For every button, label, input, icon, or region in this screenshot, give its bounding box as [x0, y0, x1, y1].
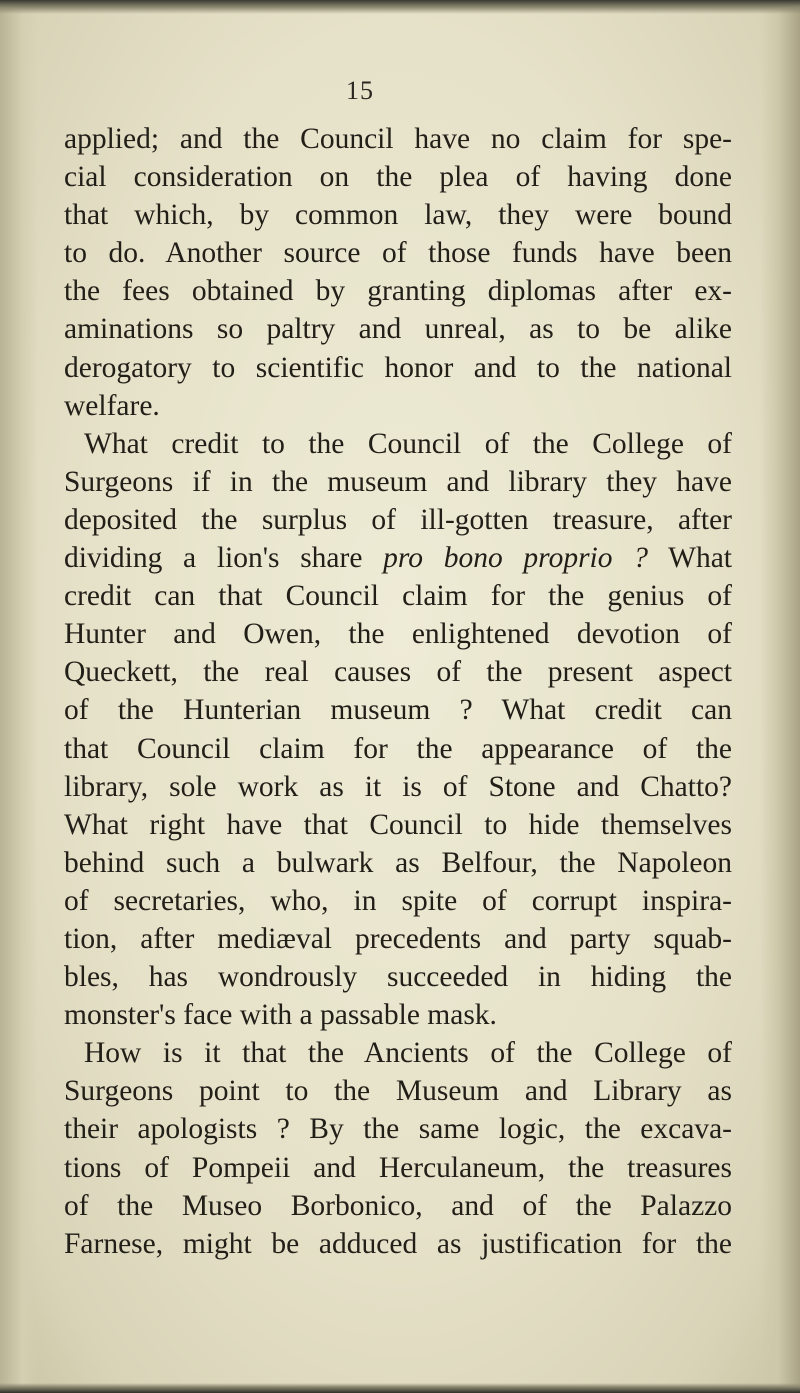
text-line: What right have that Council to hide themselves — [64, 808, 732, 841]
page-edge-left-shadow — [0, 0, 38, 1393]
text-line: cial consideration on the plea of having done — [64, 161, 732, 194]
body-text — [64, 120, 732, 1263]
text-run: dividing a lion's share — [64, 542, 384, 575]
text-line: of secretaries, who, in spite of corrupt inspira- — [64, 884, 732, 917]
text-line: bles, has wondrously succeeded in hiding the — [64, 961, 732, 994]
paragraph-start-line: How is it that the Ancients of the College of — [84, 1037, 732, 1070]
text-line: Farnese, might be adduced as justification for the — [64, 1227, 732, 1260]
text-line: Hunter and Owen, the enlightened devotion of — [64, 618, 732, 651]
page-number: 15 — [346, 76, 374, 105]
paragraph-end-line: monster's face with a passable mask. — [64, 999, 497, 1032]
text-line: to do. Another source of those funds have been — [64, 237, 732, 270]
text-line: the fees obtained by granting diplomas after ex- — [64, 275, 732, 308]
italic-latin-phrase: pro bono proprio ? — [383, 542, 648, 575]
text-line: of the Museo Borbonico, and of the Palazzo — [64, 1189, 732, 1222]
text-line: tion, after mediæval precedents and party squab- — [64, 922, 732, 955]
text-line: that which, by common law, they were bound — [64, 199, 732, 232]
paragraph-start-line: What credit to the Council of the College of — [84, 427, 732, 460]
text-line: derogatory to scientific honor and to the national — [64, 351, 732, 384]
page-edge-bottom-shadow — [0, 1383, 800, 1393]
text-line: Surgeons if in the museum and library they have — [64, 465, 732, 498]
text-line: behind such a bulwark as Belfour, the Napoleon — [64, 846, 732, 879]
text-line: Queckett, the real causes of the present aspect — [64, 656, 732, 689]
text-line: deposited the surplus of ill-gotten treasure, after — [64, 503, 732, 536]
page-edge-right-shadow — [760, 0, 800, 1393]
text-line: tions of Pompeii and Herculaneum, the treasures — [64, 1151, 732, 1184]
text-line: applied; and the Council have no claim for spe- — [64, 123, 732, 155]
text-line: that Council claim for the appearance of the — [64, 732, 732, 765]
text-line: aminations so paltry and unreal, as to be alike — [64, 313, 732, 346]
text-line: their apologists ? By the same logic, the excava- — [64, 1113, 732, 1146]
text-run: What — [647, 542, 732, 575]
text-line: credit can that Council claim for the genius of — [64, 580, 732, 613]
page-edge-top-shadow — [0, 0, 800, 14]
text-line: library, sole work as it is of Stone and Chatto? — [64, 770, 732, 803]
paragraph-end-line: welfare. — [64, 389, 160, 422]
text-line: Surgeons point to the Museum and Library as — [64, 1075, 732, 1108]
text-line: of the Hunterian museum ? What credit can — [64, 694, 732, 727]
text-line-with-italic — [64, 539, 732, 577]
